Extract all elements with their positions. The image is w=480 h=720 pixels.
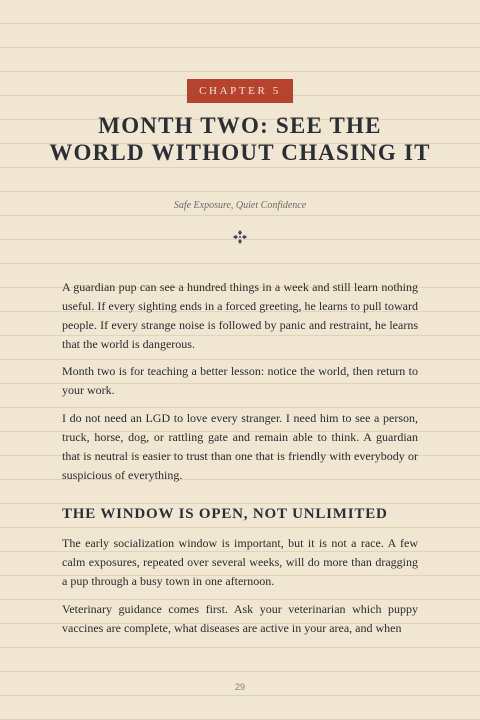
chapter-title: MONTH TWO: SEE THE WORLD WITHOUT CHASING IT — [49, 113, 431, 165]
page-number: 29 — [234, 682, 245, 692]
section-paragraph: Veterinary guidance comes first. Ask your veterinarian which puppy vaccines are complete, what diseases are active in your area, and when — [62, 602, 418, 635]
body-paragraph: I do not need an LGD to love every stranger. I need him to see a person, truck, horse, dog, or rattling gate and remain able to think. A guardian that is neutral is easier to trust than one that is friendly with everybody or suspicious of everything. — [62, 411, 418, 482]
four-diamond-ornament-icon — [232, 229, 248, 245]
body-paragraph: A guardian pup can see a hundred things in a week and still learn nothing useful. If every sighting ends in a forced greeting, he learns to pull toward people. If every strange noise is followed by panic and restraint, he learns that the world is dangerous. — [62, 280, 418, 351]
chapter-label: CHAPTER 5 — [187, 79, 293, 103]
chapter-subtitle: Safe Exposure, Quiet Confidence — [173, 200, 307, 211]
section-heading: THE WINDOW IS OPEN, NOT UNLIMITED — [62, 506, 388, 522]
section-paragraph: The early socialization window is important, but it is not a race. A few calm exposures, repeated over several weeks, will do more than dragging a pup through a busy town in one afternoon. — [62, 536, 418, 588]
body-paragraph: Month two is for teaching a better lesson: notice the world, then return to your work. — [62, 364, 418, 397]
